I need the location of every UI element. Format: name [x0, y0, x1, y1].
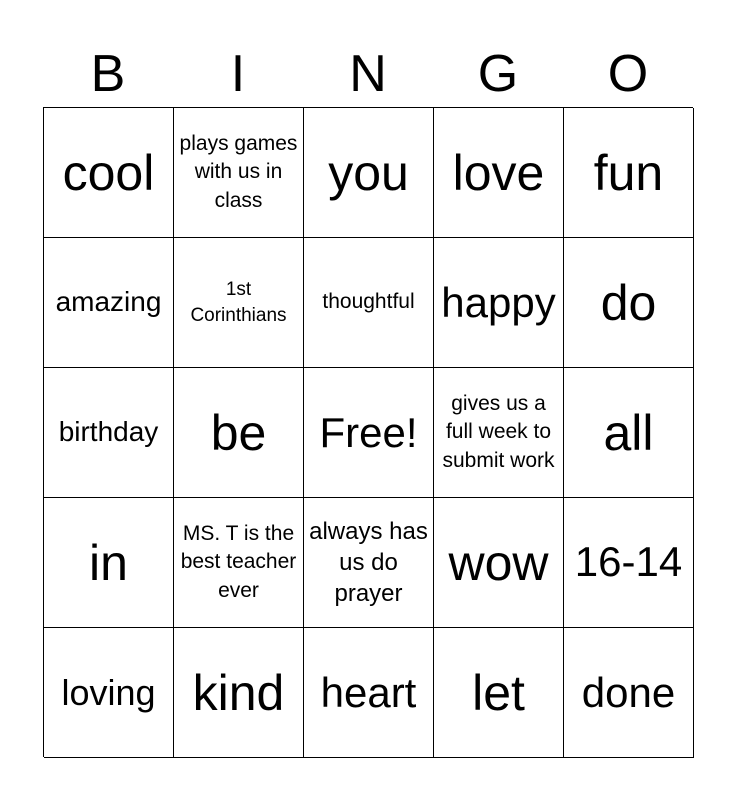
bingo-cell[interactable]: thoughtful: [304, 238, 434, 368]
bingo-cell[interactable]: amazing: [44, 238, 174, 368]
bingo-grid: [43, 107, 693, 757]
bingo-cell[interactable]: be: [174, 368, 304, 498]
header-letter-g: G: [477, 45, 519, 103]
bingo-cell[interactable]: do: [564, 238, 694, 368]
bingo-cell[interactable]: love: [434, 108, 564, 238]
bingo-cell[interactable]: gives us a full week to submit work: [434, 368, 564, 498]
bingo-cell[interactable]: loving: [44, 628, 174, 758]
header-letter-o: O: [607, 45, 649, 103]
bingo-cell[interactable]: plays games with us in class: [174, 108, 304, 238]
bingo-cell free-space[interactable]: Free!: [304, 368, 434, 498]
bingo-cell[interactable]: 16-14: [564, 498, 694, 628]
bingo-cell[interactable]: MS. T is the best teacher ever: [174, 498, 304, 628]
bingo-cell[interactable]: kind: [174, 628, 304, 758]
bingo-cell[interactable]: heart: [304, 628, 434, 758]
bingo-cell[interactable]: in: [44, 498, 174, 628]
header-letter-i: I: [230, 45, 246, 103]
header-letter-n: N: [349, 45, 387, 103]
bingo-cell[interactable]: always has us do prayer: [304, 498, 434, 628]
bingo-cell[interactable]: cool: [44, 108, 174, 238]
bingo-header: [43, 40, 693, 108]
bingo-cell[interactable]: happy: [434, 238, 564, 368]
bingo-cell[interactable]: wow: [434, 498, 564, 628]
bingo-cell[interactable]: birthday: [44, 368, 174, 498]
bingo-cell[interactable]: you: [304, 108, 434, 238]
header-letter-b: B: [90, 45, 126, 103]
bingo-cell[interactable]: 1st Corinthians: [174, 238, 304, 368]
bingo-cell[interactable]: done: [564, 628, 694, 758]
bingo-cell[interactable]: let: [434, 628, 564, 758]
bingo-cell[interactable]: fun: [564, 108, 694, 238]
bingo-cell[interactable]: all: [564, 368, 694, 498]
